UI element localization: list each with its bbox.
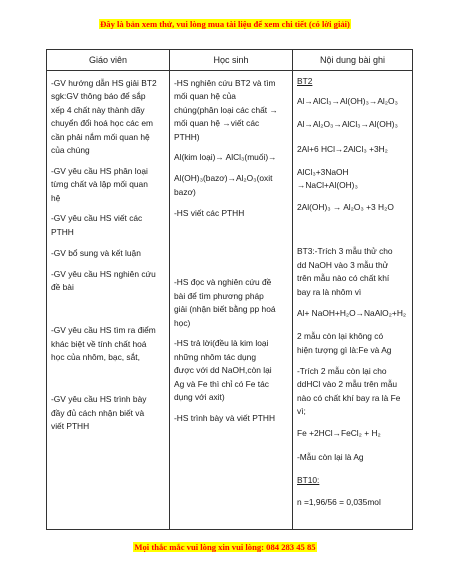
table-header-row [47, 50, 413, 71]
student-line: học) [174, 318, 191, 328]
student-line: -HS trình bày và viết PTHH [174, 413, 275, 423]
notes-line: BT3:-Trích 3 mẫu thử cho [297, 246, 393, 256]
teacher-line: PTHH [51, 227, 74, 237]
notes-line: 2Al(OH)₃ → Al₂O₃ +3 H₂O [297, 202, 394, 212]
student-line: -HS đọc và nghiên cứu đề [174, 277, 272, 287]
notes-line: -Mẫu còn lại là Ag [297, 452, 364, 462]
notes-line: Al+ NaOH+H₂O→NaAlO₂+H₂ [297, 308, 407, 318]
teacher-line: từng chất và lập mối quan [51, 179, 148, 189]
student-line: -HS trả lời(đều là kim loại [174, 338, 269, 348]
lesson-table [46, 49, 413, 530]
student-line: PTHH) [174, 132, 200, 142]
notes-line: bay ra là nhôm vì [297, 287, 362, 297]
student-line: chúng(phân loại các chất → [174, 105, 278, 115]
teacher-line: hệ [51, 193, 61, 203]
teacher-line: -GV yêu cầu HS trình bày [51, 394, 147, 404]
notes-line: trên mẫu nào có chất khí [297, 273, 390, 283]
teacher-line: -GV yêu cầu HS nghiên cứu [51, 269, 156, 279]
header-notes: Nội dung bài ghi [293, 50, 413, 71]
teacher-line: -GV yêu cầu HS viết các [51, 213, 143, 223]
teacher-line: chuyển đổi hoá học các em [51, 118, 153, 128]
student-line: Al(kim loại)→ AlCl₃(muối)→ [174, 152, 277, 162]
teacher-line: -GV hướng dẫn HS giải BT2 [51, 78, 157, 88]
student-line: -HS nghiên cứu BT2 và tìm [174, 78, 276, 88]
notes-line: 2 mẫu còn lại không có [297, 331, 384, 341]
teacher-line: sgk:GV thông báo để sắp [51, 91, 146, 101]
teacher-line: đầy đủ cách nhận biết và [51, 408, 145, 418]
student-line: Al(OH)₃(bazơ)→Al₂O₃(oxit [174, 173, 273, 183]
header-teacher: Giáo viên [47, 50, 170, 71]
notes-line: Fe +2HCl→FeCl₂ + H₂ [297, 428, 381, 438]
notes-line: -Trích 2 mẫu còn lại cho [297, 366, 387, 376]
teacher-line: đề bài [51, 282, 74, 292]
preview-banner [0, 14, 450, 32]
notes-line: →NaCl+Al(OH)₃ [297, 180, 358, 190]
contact-footer-text: Mọi thắc mắc vui lòng xin vui lòng: 084 283 45 85 [134, 542, 316, 552]
student-line: những nhôm tác dụng [174, 352, 256, 362]
teacher-line: cần phải nắm mối quan hệ [51, 132, 150, 142]
student-line: mối quan hệ của [174, 91, 236, 101]
teacher-line: -GV bổ sung và kết luận [51, 248, 141, 258]
notes-line: dd NaOH vào 3 mẫu thử [297, 260, 389, 270]
notes-line: Al→Al₂O₃→AlCl₃→Al(OH)₃ [297, 119, 398, 129]
table-body-row [47, 71, 413, 530]
notes-line: Al→AlCl₃→Al(OH)₃→Al₂O₃ [297, 96, 398, 106]
student-line: mối quan hệ →viết các [174, 118, 260, 128]
notes-column [293, 71, 413, 530]
notes-line: vì; [297, 406, 306, 416]
student-line: giải (nhận biết bằng pp hoá [174, 304, 276, 314]
teacher-line: -GV yêu cầu HS phân loại [51, 166, 148, 176]
notes-line: 2Al+6 HCl→2AlCl₃ +3H₂ [297, 144, 388, 154]
student-column [170, 71, 293, 530]
preview-banner-text: Đây là bản xem thử, vui lòng mua tài liệu để xem chi tiết (có lời giải) [100, 19, 350, 29]
header-student: Học sinh [170, 50, 293, 71]
notes-line: BT2 [297, 76, 313, 86]
student-line: Ag và Fe thì chỉ có Fe tác [174, 379, 269, 389]
student-line: bài để tìm phương pháp [174, 291, 264, 301]
student-line: dụng với axit) [174, 392, 225, 402]
teacher-line: viết PTHH [51, 421, 90, 431]
notes-line: n =1,96/56 = 0,035mol [297, 497, 381, 507]
student-line: được với dd NaOH,còn lại [174, 365, 272, 375]
teacher-line: của chúng [51, 145, 90, 155]
notes-line: AlCl₃+3NaOH [297, 167, 349, 177]
notes-line: nào có chất khí bay ra là Fe [297, 393, 401, 403]
notes-line: BT10: [297, 475, 320, 485]
student-line: -HS viết các PTHH [174, 208, 245, 218]
teacher-column [47, 71, 170, 530]
notes-line: ddHCl vào 2 mẫu trên mẫu [297, 379, 398, 389]
teacher-line: học của nhôm, bạc, sắt, [51, 352, 140, 362]
teacher-line: xếp 4 chất này thành dãy [51, 105, 145, 115]
contact-footer [0, 537, 450, 555]
notes-line: hiện tượng gì là:Fe và Ag [297, 345, 392, 355]
teacher-line: khác biệt về tính chất hoá [51, 339, 147, 349]
teacher-line: -GV yêu cầu HS tìm ra điểm [51, 325, 156, 335]
student-line: bazơ) [174, 187, 196, 197]
